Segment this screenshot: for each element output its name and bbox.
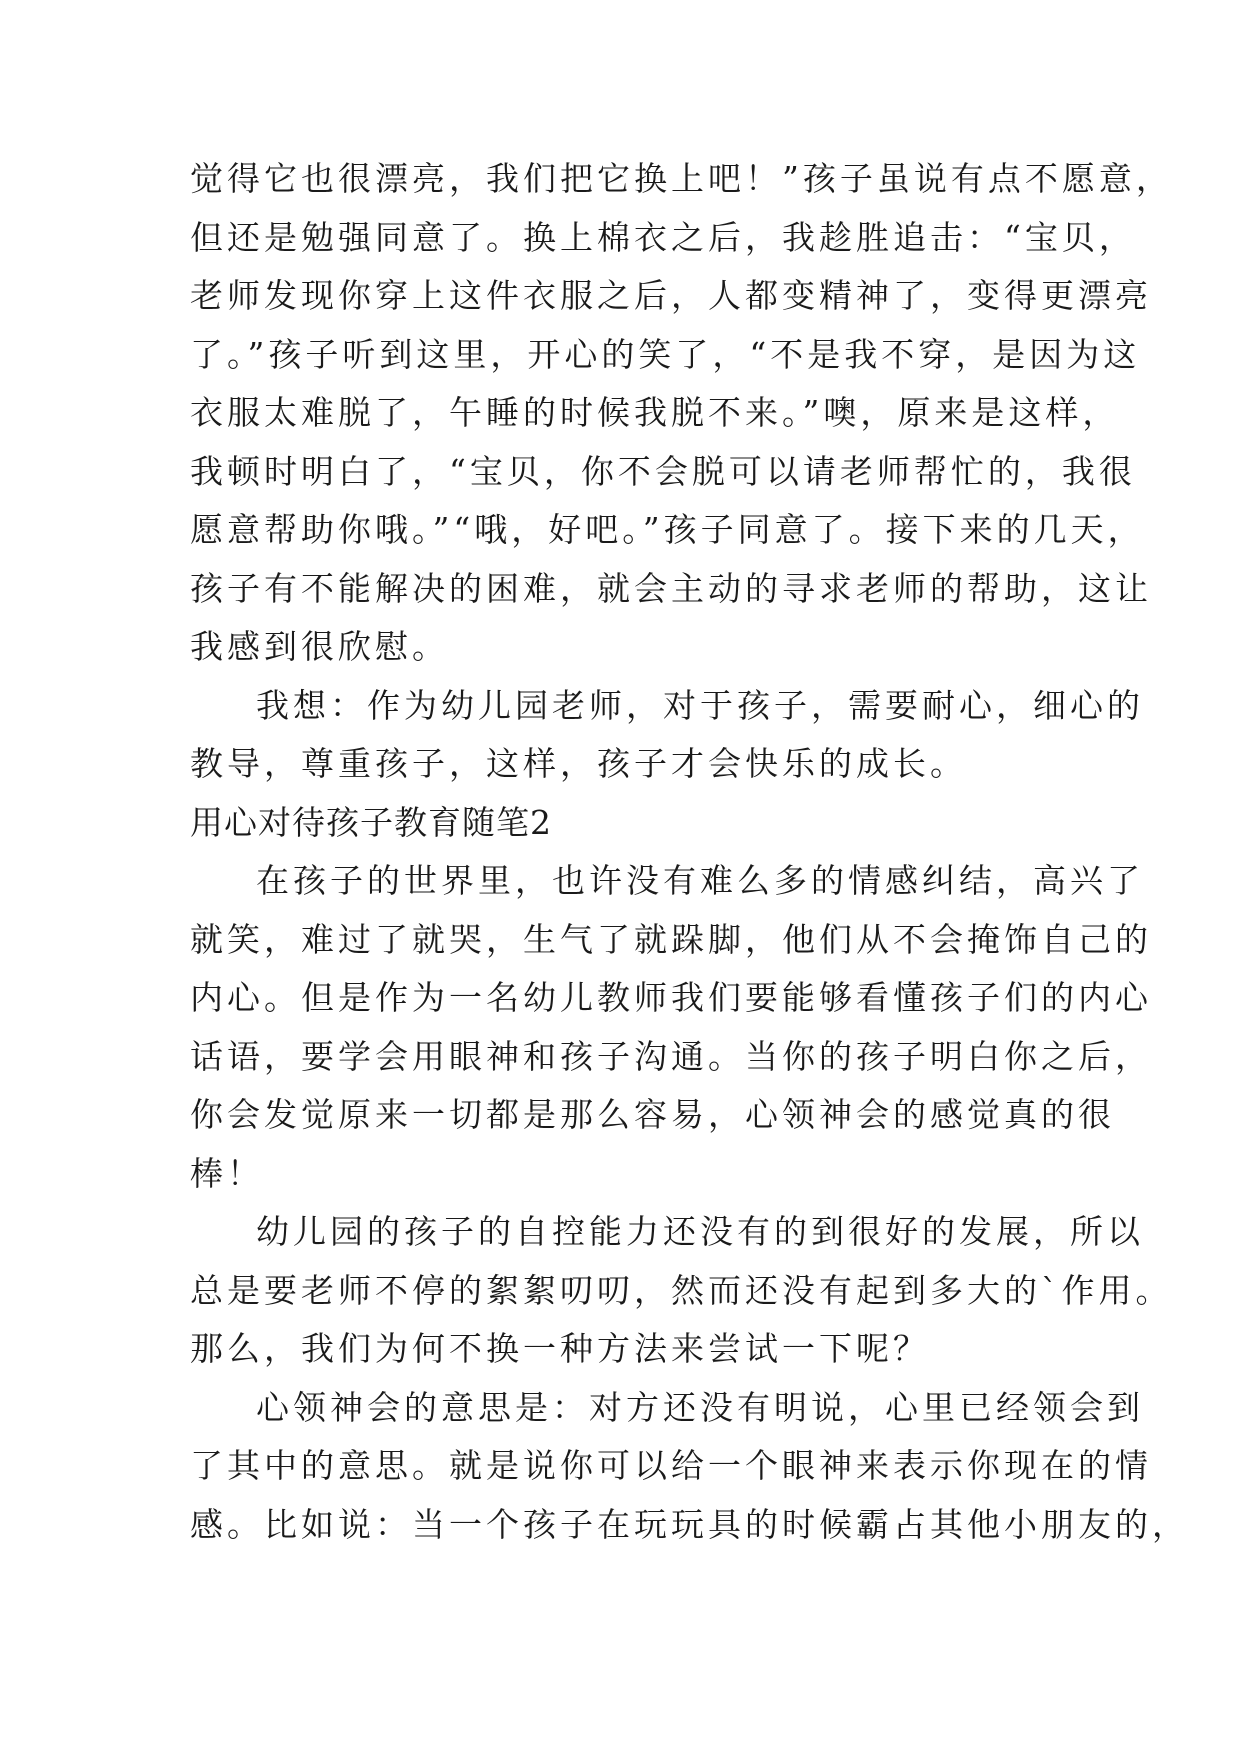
- document-page: [190, 150, 1189, 1554]
- text-line: 了其中的意思。就是说你可以给一个眼神来表示你现在的情: [190, 1446, 1152, 1485]
- text-line: 我想：作为幼儿园老师，对于孩子，需要耐心，细心的: [256, 685, 1144, 725]
- text-line: 老师发现你穿上这件衣服之后，人都变精神了，变得更漂亮: [190, 276, 1152, 315]
- paragraph: [190, 1379, 1189, 1555]
- paragraph: [190, 1203, 1173, 1379]
- paragraph: [190, 150, 1173, 677]
- text-line: 但还是勉强同意了。换上棉衣之后，我趁胜追击：“宝贝，: [190, 217, 1136, 257]
- text-line: 内心。但是作为一名幼儿教师我们要能够看懂孩子们的内心: [190, 978, 1152, 1017]
- text-line: 幼儿园的孩子的自控能力还没有的到很好的发展，所以: [256, 1212, 1144, 1251]
- text-line: 教导，尊重孩子，这样，孩子才会快乐的成长。: [190, 744, 967, 783]
- text-line: 愿意帮助你哦。”“哦，好吧。”孩子同意了。接下来的几天，: [190, 510, 1145, 549]
- text-line: 在孩子的世界里，也许没有难么多的情感纠结，高兴了: [256, 861, 1144, 900]
- text-line: 觉得它也很漂亮，我们把它换上吧！”孩子虽说有点不愿意，: [190, 159, 1173, 198]
- paragraph: [190, 677, 1144, 794]
- text-line: 心领神会的意思是：对方还没有明说，心里已经领会到: [256, 1387, 1144, 1427]
- text-line: 孩子有不能解决的困难，就会主动的寻求老师的帮助，这让: [190, 568, 1152, 608]
- text-line: 衣服太难脱了，午睡的时候我脱不来。”噢，原来是这样，: [190, 393, 1120, 432]
- paragraph: [190, 852, 1152, 1203]
- text-line: 了。”孩子听到这里，开心的笑了，“不是我不穿，是因为这: [190, 334, 1141, 374]
- text-line: 你会发觉原来一切都是那么容易，心领神会的感觉真的很: [190, 1095, 1115, 1134]
- text-line: 我感到很欣慰。: [190, 627, 449, 666]
- text-line: 话语，要学会用眼神和孩子沟通。当你的孩子明白你之后，: [190, 1036, 1152, 1076]
- text-line: 感。比如说：当一个孩子在玩玩具的时候霸占其他小朋友的，: [190, 1504, 1189, 1544]
- text-line: 棒！: [190, 1153, 264, 1193]
- section-heading: 用心对待孩子教育随笔2: [190, 802, 552, 842]
- text-line: 我顿时明白了，“宝贝，你不会脱可以请老师帮忙的，我很: [190, 451, 1136, 491]
- text-line: 就笑，难过了就哭，生气了就跺脚，他们从不会掩饰自己的: [190, 919, 1152, 959]
- text-line: 那么，我们为何不换一种方法来尝试一下呢？: [190, 1329, 930, 1368]
- text-line: 总是要老师不停的絮絮叨叨，然而还没有起到多大的`作用。: [190, 1270, 1173, 1310]
